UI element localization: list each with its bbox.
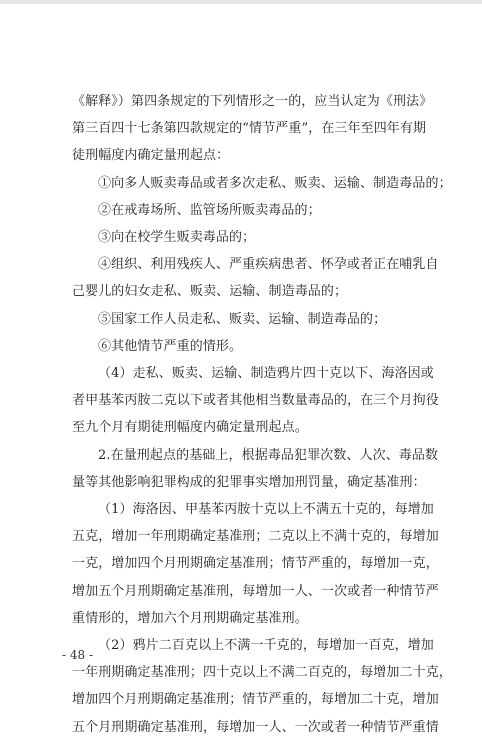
text-line: ②在戒毒场所、监管场所贩卖毒品的； <box>98 202 321 218</box>
text-line: ⑤国家工作人员走私、贩卖、运输、制造毒品的； <box>98 311 387 327</box>
text-line: （4）走私、贩卖、运输、制造鸦片四十克以下、海洛因或 <box>98 366 434 382</box>
text-line: 徒刑幅度内确定量刑起点： <box>72 148 230 164</box>
text-line: 者甲基苯丙胺二克以下或者其他相当数量毒品的，在三个月拘役 <box>72 393 439 409</box>
text-line: 五个月刑期确定基准刑，每增加一人、一次或者一种情节严重情 <box>72 719 439 735</box>
text-line: 至九个月有期徒刑幅度内确定量刑起点。 <box>72 420 308 436</box>
text-line: 第三百四十七条第四款规定的“情节严重”，在三年至四年有期 <box>72 121 427 137</box>
text-line: ③向在校学生贩卖毒品的； <box>98 230 256 246</box>
text-line: ⑥其他情节严重的情形。 <box>98 338 243 354</box>
text-line: 2.在量刑起点的基础上，根据毒品犯罪次数、人次、毒品数 <box>98 447 439 463</box>
text-line: 一年刑期确定基准刑；四十克以上不满二百克的，每增加二十克， <box>72 665 452 681</box>
body-text <box>72 88 452 741</box>
text-line: 五克，增加一年刑期确定基准刑；二克以上不满十克的，每增加 <box>72 529 439 545</box>
text-line: （2）鸦片二百克以上不满一千克的，每增加一百克，增加 <box>98 638 434 654</box>
text-line: 一克，增加四个月刑期确定基准刑；情节严重的，每增加一克， <box>72 556 439 572</box>
text-line: 量等其他影响犯罪构成的犯罪事实增加刑罚量，确定基准刑： <box>72 474 426 490</box>
page-number: - 48 - <box>62 648 94 662</box>
text-line: ①向多人贩卖毒品或者多次走私、贩卖、运输、制造毒品的； <box>98 175 452 191</box>
text-line: 重情形的，增加六个月刑期确定基准刑。 <box>72 610 308 626</box>
text-line: 增加四个月刑期确定基准刑；情节严重的，每增加二十克，增加 <box>72 692 439 708</box>
text-line: （1）海洛因、甲基苯丙胺十克以上不满五十克的，每增加 <box>98 502 434 518</box>
text-line: ④组织、利用残疾人、严重疾病患者、怀孕或者正在哺乳自 <box>98 257 439 273</box>
text-line: 《解释》）第四条规定的下列情形之一的，应当认定为《刑法》 <box>72 94 433 109</box>
scan-edge <box>0 0 482 4</box>
text-line: 己婴儿的妇女走私、贩卖、运输、制造毒品的； <box>72 284 348 300</box>
text-line: 增加五个月刑期确定基准刑，每增加一人、一次或者一种情节严 <box>72 583 439 599</box>
